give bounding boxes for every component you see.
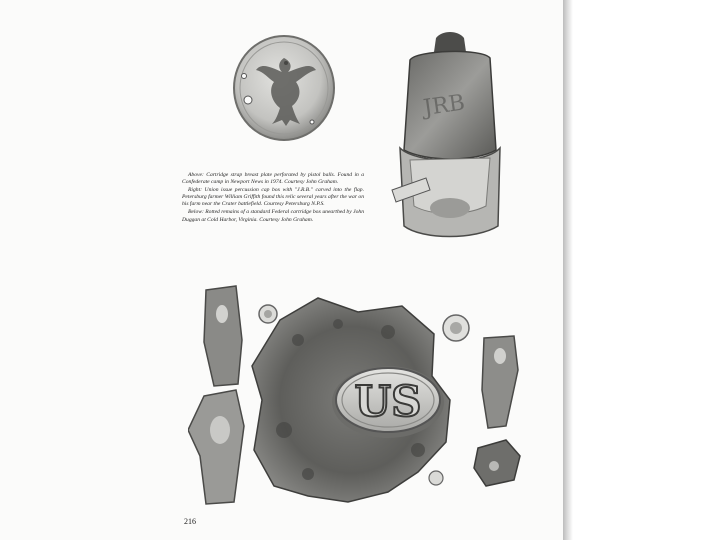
rivet-4 xyxy=(429,471,443,485)
cap-box-photo xyxy=(386,30,516,242)
bullet-hole-3 xyxy=(310,120,314,124)
caption-above: Above: Cartridge strap breast plate perforated by pistol balls. Found in a Confederate camp in Newport News in 1974. Courtesy John Graham. xyxy=(182,172,364,186)
page-gutter-shadow xyxy=(563,0,573,540)
strap-fragment-top-left xyxy=(204,286,242,386)
svg-text:JRB: JRB xyxy=(421,90,467,121)
page-number: 216 xyxy=(184,517,196,526)
caption-block xyxy=(182,172,364,225)
caption-right: Right: Union issue percussion cap box with "J.R.B." carved into the flap. Petersburg farmer William Griffith found this relic several years after the war on his farm near the Crater battlefield. Courtesy Petersburg N.P.S. xyxy=(182,187,364,208)
us-buckle xyxy=(332,366,444,438)
bullet-hole-1 xyxy=(244,96,252,104)
strap-fragment-bottom-left xyxy=(188,390,244,504)
breast-plate-photo xyxy=(228,32,340,144)
buckle-lettering: US xyxy=(354,377,422,426)
cartridge-box-remains-photo xyxy=(188,280,544,510)
caption-below: Below: Rotted remains of a standard Federal cartridge box unearthed by John Duggan at Cold Harbor, Virginia. Courtesy John Graham. xyxy=(182,209,364,223)
bullet-hole-2 xyxy=(242,74,247,79)
blank-margin xyxy=(573,0,720,540)
